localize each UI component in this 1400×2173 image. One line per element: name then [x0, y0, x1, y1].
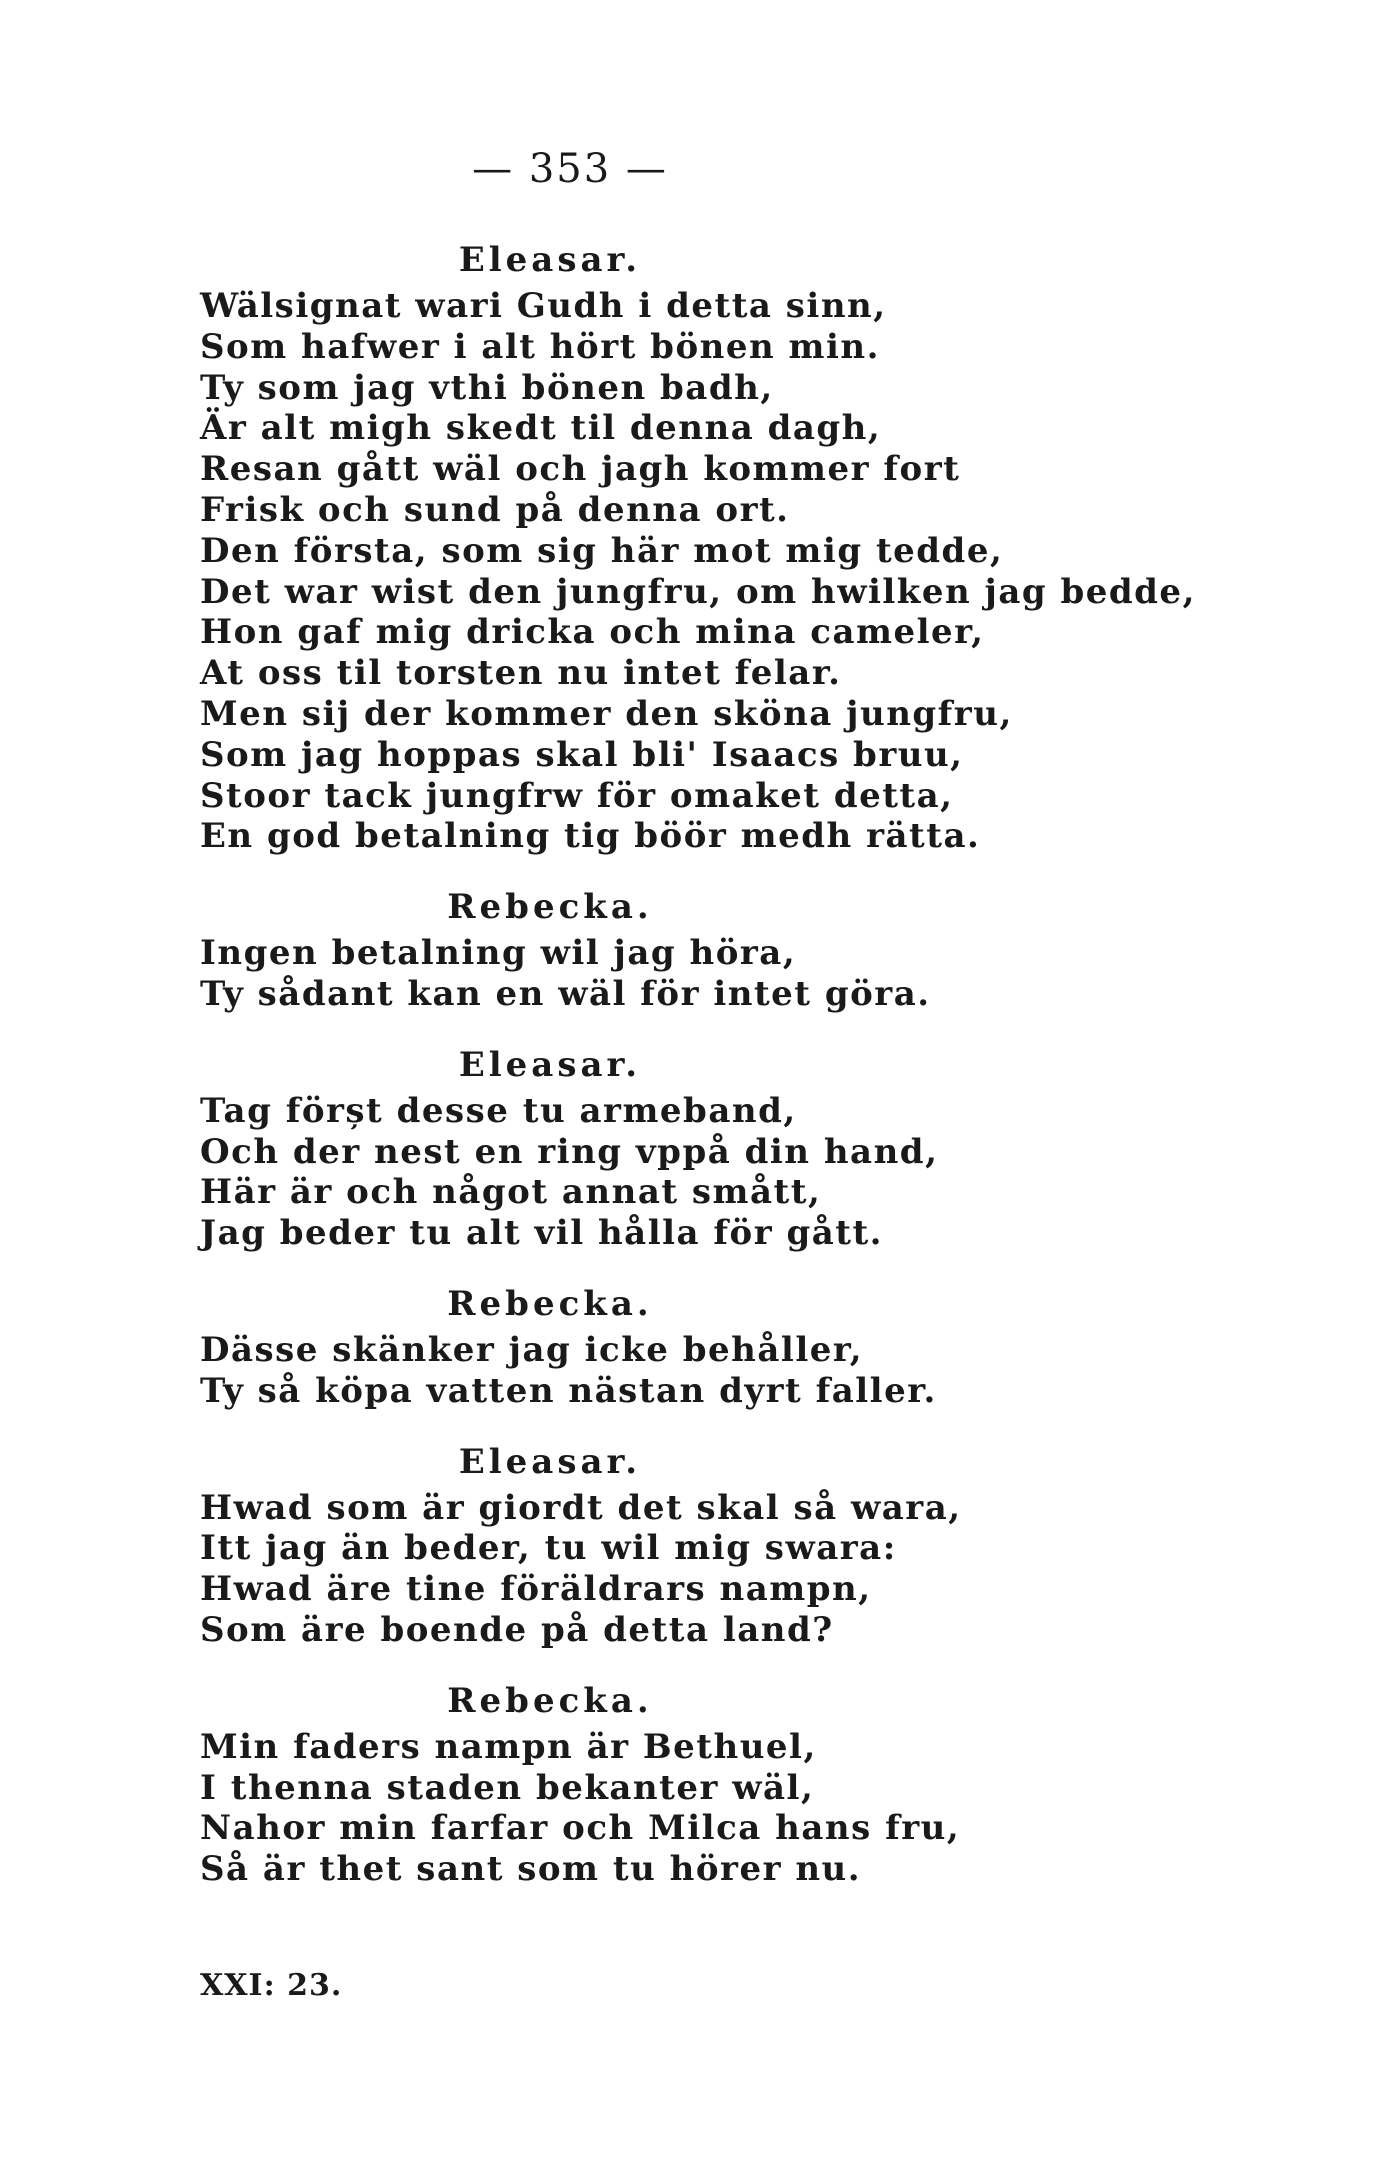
verse-line: Men sij der kommer den sköna jungfru,: [200, 693, 1013, 734]
verse-line: Tag förșt desse tu armeband,: [200, 1090, 797, 1131]
speech-block-rebecka-1: [200, 885, 1300, 1015]
verse-line: Som jag hoppas skal bli' Isaacs bruu,: [200, 734, 964, 775]
verse-lines: [200, 933, 1300, 1015]
speaker-heading: Rebecka.: [447, 887, 653, 928]
verse-line: Hwad äre tine föräldrars nampn,: [200, 1569, 872, 1610]
verse-line: Är alt migh skedt til denna dagh,: [200, 408, 882, 449]
verse-line: Itt jag än beder, tu wil mig swara:: [200, 1528, 897, 1569]
verse-line: Hon gaf mig dricka och mina cameler,: [200, 612, 985, 653]
speaker-heading: Eleasar.: [458, 1441, 642, 1482]
page-number: — 353 —: [472, 146, 668, 192]
verse-line: Dässe skänker jag icke behåller,: [200, 1329, 864, 1370]
verse-line: Min faders nampn är Bethuel,: [200, 1726, 817, 1767]
verse-line: Jag beder tu alt vil hålla för gått.: [200, 1213, 884, 1254]
verse-lines: [200, 1091, 1300, 1254]
verse-line: Som hafwer i alt hört bönen min.: [200, 326, 880, 367]
verse-line: Den första, som sig här mot mig tedde,: [200, 530, 1004, 571]
verse-line: Här är och något annat smått,: [200, 1172, 822, 1213]
verse-line: I thenna staden bekanter wäl,: [200, 1767, 815, 1808]
verse-lines: [200, 1330, 1300, 1412]
verse-line: Hwad som är giordt det skal så wara,: [200, 1487, 962, 1528]
verse-line: Resan gått wäl och jagh kommer fort: [200, 449, 961, 490]
verse-content: [200, 238, 1300, 1918]
speaker-heading: Rebecka.: [447, 1680, 653, 1721]
speech-block-rebecka-3: [200, 1679, 1300, 1890]
verse-line: En god betalning tig böör medh rätta.: [200, 816, 981, 857]
verse-line: Och der nest en ring vppå din hand,: [200, 1131, 939, 1172]
speech-block-eleasar-2: [200, 1043, 1300, 1254]
verse-line: Ty sådant kan en wäl för intet göra.: [200, 973, 931, 1014]
verse-lines: [200, 1727, 1300, 1890]
speaker-heading: Eleasar.: [458, 240, 642, 280]
verse-line: Ty som jag vthi bönen badh,: [200, 367, 774, 408]
verse-line: Ty så köpa vatten nästan dyrt faller.: [200, 1370, 937, 1411]
signature-mark: XXI: 23.: [200, 1968, 343, 2003]
verse-line: Stoor tack jungfrw för omaket detta,: [200, 775, 954, 816]
verse-line: At oss til torsten nu intet felar.: [200, 653, 842, 694]
verse-lines: [200, 1488, 1300, 1651]
verse-line: Nahor min farfar och Milca hans fru,: [200, 1808, 961, 1849]
speaker-heading: Eleasar.: [458, 1044, 642, 1085]
verse-line: Så är thet sant som tu hörer nu.: [200, 1849, 862, 1890]
speech-block-rebecka-2: [200, 1282, 1300, 1412]
speech-block-eleasar-3: [200, 1440, 1300, 1651]
verse-line: Frisk och sund på denna ort.: [200, 489, 790, 530]
verse-line: Ingen betalning wil jag höra,: [200, 933, 797, 974]
verse-line: Det war wist den jungfru, om hwilken jag bedde,: [200, 571, 1196, 612]
verse-lines: [200, 286, 1300, 857]
verse-line: Wälsignat wari Gudh i detta sinn,: [200, 286, 887, 326]
verse-line: Som äre boende på detta land?: [200, 1609, 834, 1650]
speaker-heading: Rebecka.: [447, 1283, 653, 1324]
speech-block-eleasar-1: [200, 238, 1300, 857]
